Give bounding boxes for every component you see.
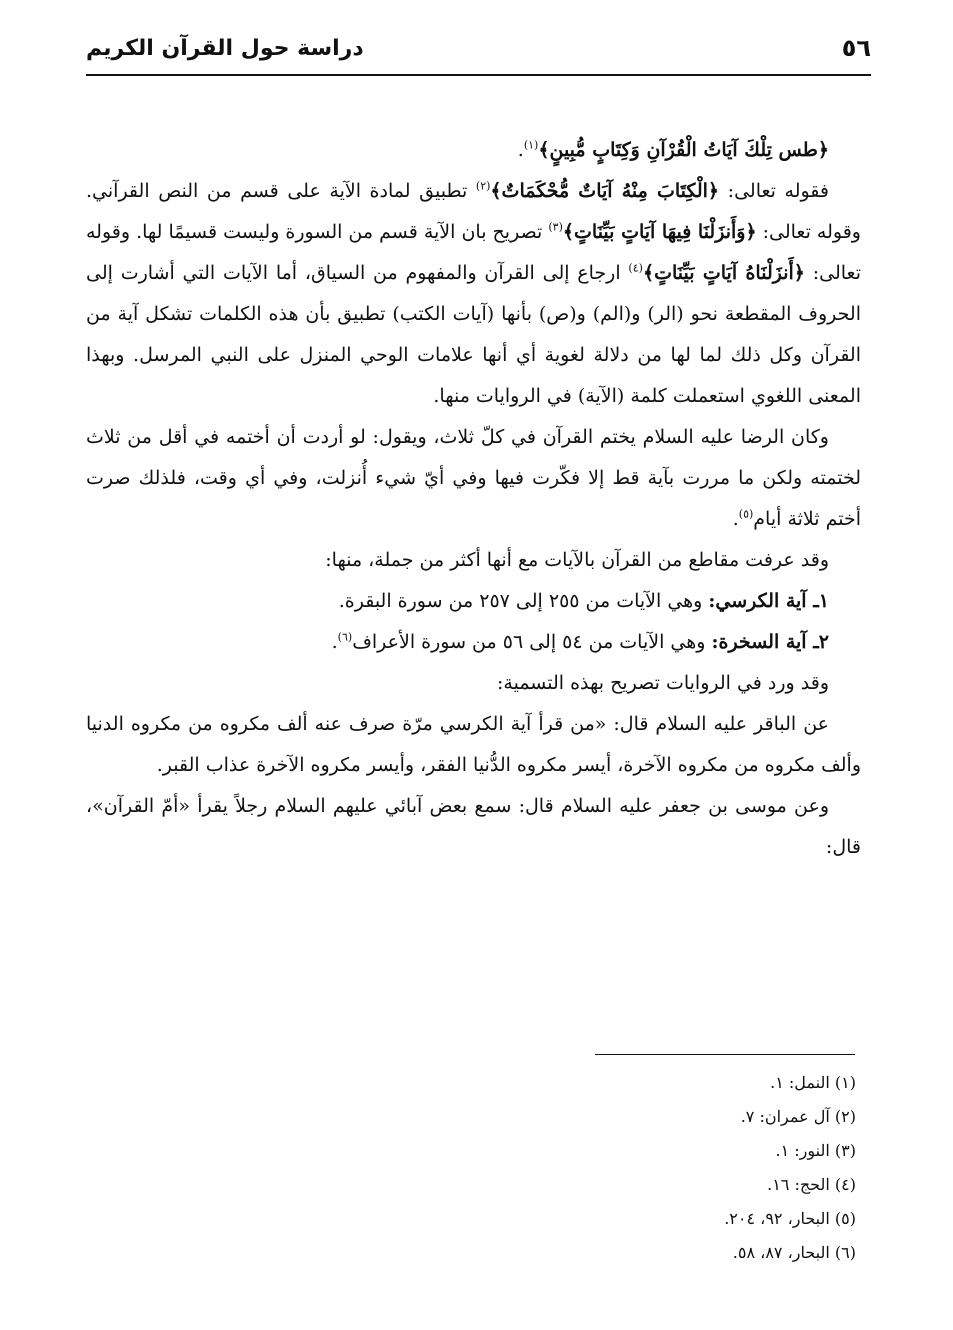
text-run: تطبيق لمادة الآية على قسم من النص القرآني. وقوله تعالى: [86,180,861,243]
footnote-divider [595,1054,855,1055]
footnote: (٥) البحار، ٩٢، ٢٠٤. [724,1209,856,1228]
footnote-ref: (٥) [738,507,754,521]
paragraph [86,171,861,417]
page-number: ٥٦ [841,34,871,62]
paragraph: وعن موسى بن جعفر عليه السلام قال: سمع بعض آبائي عليهم السلام رجلاً يقرأ «أمّ القرآن»، قال: [86,795,861,858]
book-title: دراسة حول القرآن الكريم [86,36,364,61]
footnote: (٦) البحار، ٨٧، ٥٨. [732,1243,856,1262]
paragraph [86,417,861,540]
footnote-ref: (١) [523,138,539,152]
paragraph: وقد ورد في الروايات تصريح بهذه التسمية: [497,672,829,694]
footnote: (٣) النور: ١. [775,1141,856,1160]
footnotes [86,1066,856,1270]
text-run: وهي الآيات من ٢٥٥ إلى ٢٥٧ من سورة البقرة. [338,590,709,612]
paragraph-verse [86,130,861,171]
list-item-label: ٢ـ آية السخرة: [711,631,829,653]
main-text [86,130,861,868]
text-run: فقوله تعالى: [719,180,830,202]
footnote: (١) النمل: ١. [770,1073,856,1092]
list-item-label: ١ـ آية الكرسي: [708,590,829,612]
text-run: ارجاع إلى القرآن والمفهوم من السياق، أما الآيات التي أشارت إلى الحروف المقطعة نحو (الر) و(الم) و(ص) بأنها (آيات الكتب) تطبيق بأن هذه الكلمات تشكل آية من القرآن وكل ذلك لما لها من دلالة لغوية أي أنها علامات الوحي المنزل على النبي المرسل. وبهذا المعنى اللغوي استعملت كلمة (الآية) في الروايات منها. [86,262,861,407]
text-run: وهي الآيات من ٥٤ إلى ٥٦ من سورة الأعراف [352,631,712,653]
footnote-ref: (٦) [337,630,353,644]
punctuation: . [517,139,524,161]
footnote: (٤) الحج: ١٦. [767,1175,856,1194]
quran-verse: ﴿وَأَنزَلْنَا فِيهَا آيَاتٍ بَيِّنَاتٍ﴾ [562,221,757,243]
running-header [86,30,871,76]
paragraph: وقد عرفت مقاطع من القرآن بالآيات مع أنها أكثر من جملة، منها: [325,549,829,571]
paragraph: عن الباقر عليه السلام قال: «من قرأ آية الكرسي مرّة صرف عنه ألف مكروه من مكروه الدنيا وألف مكروه من مكروه الآخرة، أيسر مكروه الدُّنيا الفقر، وأيسر مكروه الآخرة عذاب القبر. [86,713,861,776]
punctuation: . [331,631,338,653]
list-item [86,581,861,622]
quran-verse: ﴿طس تِلْكَ آيَاتُ الْقُرْآنِ وَكِتَابٍ مُّبِينٍ﴾ [538,139,829,161]
footnote-ref: (٢) [475,179,491,193]
list-item [86,622,861,663]
text-run: تصريح بان الآية قسم من السورة وليست قسيمًا لها. وقوله تعالى: [86,221,861,284]
footnote: (٢) آل عمران: ٧. [740,1107,856,1126]
quran-verse: ﴿الْكِتَابَ مِنْهُ آيَاتٌ مُّحْكَمَاتٌ﴾ [490,180,720,202]
text-run: وكان الرضا عليه السلام يختم القرآن في كلّ ثلاث، ويقول: لو أردت أن أختمه في أقل من ثلاث لختمته ولكن ما مررت بآية قط إلا فكّرت فيها وفي أيّ شيء أُنزلت، وفي أي وقت، فلذلك صرت أختم ثلاثة أيام [86,426,861,530]
footnote-ref: (٤) [628,261,643,275]
footnote-ref: (٣) [548,220,563,234]
punctuation: . [732,508,739,530]
quran-verse: ﴿أَنزَلْنَاهُ آيَاتٍ بَيِّنَاتٍ﴾ [642,262,805,284]
